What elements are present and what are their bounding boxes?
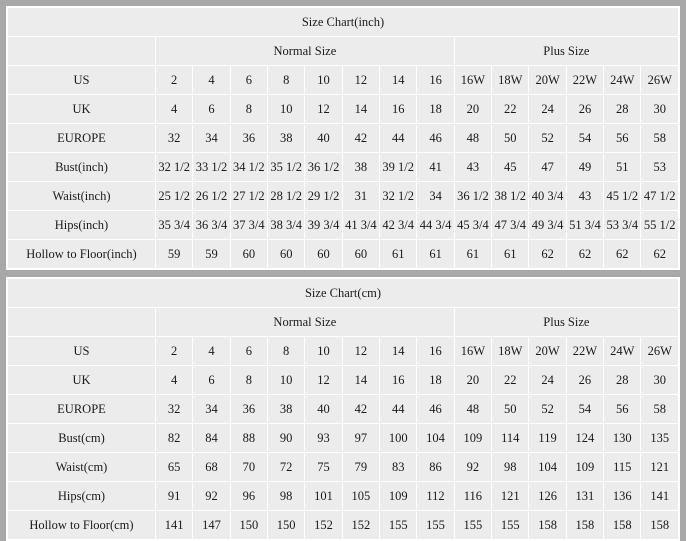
table-cell: 2 [155,66,192,95]
table-cell: 32 1/2 [380,182,417,211]
corner-blank-cell [8,37,156,66]
table-cell: 158 [641,511,679,540]
table-cell: 155 [417,511,454,540]
table-cell: 26 [566,366,603,395]
table-cell: 109 [566,453,603,482]
size-chart-inch [6,6,680,270]
table-cell: 10 [305,337,342,366]
table-cell: 62 [604,240,641,269]
table-row [8,211,679,240]
table-cell: 40 [305,395,342,424]
table-cell: 112 [417,482,454,511]
table-cell: 26W [641,337,679,366]
table-row [8,366,679,395]
table-row [8,337,679,366]
table-cell: 36 1/2 [305,153,342,182]
table-cell: 4 [155,95,192,124]
table-cell: 38 1/2 [492,182,529,211]
table-cell: 33 1/2 [193,153,230,182]
row-label: Waist(inch) [8,182,156,211]
table-cell: 60 [230,240,267,269]
table-row [8,453,679,482]
table-cell: 46 [417,124,454,153]
table-cell: 53 3/4 [604,211,641,240]
table-cell: 100 [380,424,417,453]
table-cell: 98 [268,482,305,511]
table-cell: 22 [492,366,529,395]
table-cell: 109 [454,424,491,453]
table-cell: 34 [193,124,230,153]
table-cell: 8 [268,66,305,95]
table-cell: 152 [342,511,379,540]
table-cell: 84 [193,424,230,453]
table-cell: 68 [193,453,230,482]
table-cell: 58 [641,124,679,153]
chart-title-row [8,279,679,308]
table-cell: 2 [155,337,192,366]
row-label: Bust(cm) [8,424,156,453]
table-cell: 61 [380,240,417,269]
row-label: Hips(cm) [8,482,156,511]
table-cell: 25 1/2 [155,182,192,211]
table-cell: 50 [492,124,529,153]
table-cell: 22W [566,66,603,95]
table-cell: 48 [454,395,491,424]
size-group-row [8,37,679,66]
table-cell: 29 1/2 [305,182,342,211]
table-cell: 155 [492,511,529,540]
table-cell: 18 [417,95,454,124]
table-cell: 26 1/2 [193,182,230,211]
row-label: US [8,66,156,95]
table-cell: 35 3/4 [155,211,192,240]
table-cell: 61 [417,240,454,269]
row-label: Hollow to Floor(cm) [8,511,156,540]
table-cell: 88 [230,424,267,453]
table-cell: 16 [380,366,417,395]
table-cell: 60 [305,240,342,269]
table-cell: 24 [529,366,566,395]
table-cell: 147 [193,511,230,540]
table-cell: 42 [342,395,379,424]
table-cell: 4 [193,337,230,366]
table-cell: 42 [342,124,379,153]
table-cell: 115 [604,453,641,482]
row-label: US [8,337,156,366]
table-cell: 96 [230,482,267,511]
table-cell: 40 [305,124,342,153]
table-cell: 41 3/4 [342,211,379,240]
table-cell: 27 1/2 [230,182,267,211]
table-cell: 155 [454,511,491,540]
table-cell: 86 [417,453,454,482]
table-row [8,511,679,540]
table-cell: 152 [305,511,342,540]
table-cell: 98 [492,453,529,482]
table-cell: 24W [604,337,641,366]
table-cell: 104 [417,424,454,453]
table-cell: 24W [604,66,641,95]
table-cell: 48 [454,124,491,153]
table-cell: 61 [454,240,491,269]
table-cell: 12 [342,66,379,95]
table-cell: 150 [268,511,305,540]
table-cell: 60 [268,240,305,269]
row-label: Hollow to Floor(inch) [8,240,156,269]
table-cell: 12 [305,95,342,124]
table-cell: 36 3/4 [193,211,230,240]
table-cell: 28 [604,95,641,124]
table-cell: 70 [230,453,267,482]
table-cell: 43 [566,182,603,211]
size-group-row [8,308,679,337]
table-cell: 41 [417,153,454,182]
table-cell: 47 3/4 [492,211,529,240]
chart-title: Size Chart(inch) [8,8,679,37]
table-cell: 141 [641,482,679,511]
table-cell: 47 1/2 [641,182,679,211]
table-cell: 83 [380,453,417,482]
table-cell: 92 [193,482,230,511]
table-cell: 109 [380,482,417,511]
table-cell: 28 1/2 [268,182,305,211]
table-cell: 116 [454,482,491,511]
table-cell: 52 [529,124,566,153]
table-cell: 121 [492,482,529,511]
table-cell: 14 [342,95,379,124]
size-chart-cm-body [8,279,679,540]
table-cell: 51 3/4 [566,211,603,240]
table-cell: 8 [268,337,305,366]
table-cell: 26 [566,95,603,124]
table-cell: 56 [604,395,641,424]
size-group-header: Normal Size [155,308,454,337]
table-cell: 104 [529,453,566,482]
table-cell: 28 [604,366,641,395]
table-cell: 36 [230,124,267,153]
table-cell: 105 [342,482,379,511]
row-label: UK [8,95,156,124]
table-cell: 8 [230,366,267,395]
table-cell: 38 [268,124,305,153]
table-cell: 79 [342,453,379,482]
table-cell: 10 [268,366,305,395]
table-cell: 14 [380,66,417,95]
row-label: EUROPE [8,124,156,153]
table-cell: 38 [342,153,379,182]
table-cell: 49 [566,153,603,182]
table-cell: 45 3/4 [454,211,491,240]
table-cell: 50 [492,395,529,424]
table-cell: 119 [529,424,566,453]
table-cell: 12 [305,366,342,395]
table-cell: 141 [155,511,192,540]
table-cell: 4 [193,66,230,95]
table-cell: 150 [230,511,267,540]
table-cell: 44 [380,124,417,153]
table-cell: 158 [604,511,641,540]
row-label: EUROPE [8,395,156,424]
table-cell: 43 [454,153,491,182]
table-cell: 24 [529,95,566,124]
chart-title: Size Chart(cm) [8,279,679,308]
table-cell: 10 [305,66,342,95]
table-cell: 10 [268,95,305,124]
table-cell: 34 [417,182,454,211]
size-group-header: Plus Size [454,308,678,337]
table-cell: 44 [380,395,417,424]
table-cell: 54 [566,395,603,424]
table-cell: 92 [454,453,491,482]
table-cell: 30 [641,366,679,395]
table-cell: 56 [604,124,641,153]
size-chart-cm [6,277,680,541]
table-cell: 20 [454,95,491,124]
table-cell: 18 [417,366,454,395]
table-cell: 62 [566,240,603,269]
row-label: UK [8,366,156,395]
table-row [8,66,679,95]
table-cell: 82 [155,424,192,453]
table-cell: 51 [604,153,641,182]
table-cell: 16 [417,337,454,366]
table-cell: 39 3/4 [305,211,342,240]
table-cell: 20W [529,337,566,366]
table-cell: 38 [268,395,305,424]
table-cell: 34 [193,395,230,424]
table-cell: 36 [230,395,267,424]
table-cell: 55 1/2 [641,211,679,240]
table-row [8,182,679,211]
table-cell: 39 1/2 [380,153,417,182]
table-cell: 126 [529,482,566,511]
table-cell: 131 [566,482,603,511]
row-label: Bust(inch) [8,153,156,182]
table-cell: 37 3/4 [230,211,267,240]
table-cell: 155 [380,511,417,540]
size-chart-inch-table [7,7,679,269]
table-cell: 22 [492,95,529,124]
table-cell: 32 [155,124,192,153]
table-cell: 49 3/4 [529,211,566,240]
table-cell: 61 [492,240,529,269]
table-cell: 114 [492,424,529,453]
table-cell: 97 [342,424,379,453]
table-cell: 30 [641,95,679,124]
table-cell: 58 [641,395,679,424]
table-cell: 6 [193,366,230,395]
table-cell: 72 [268,453,305,482]
table-cell: 14 [342,366,379,395]
table-cell: 124 [566,424,603,453]
table-row [8,395,679,424]
table-cell: 42 3/4 [380,211,417,240]
table-cell: 16 [417,66,454,95]
table-cell: 135 [641,424,679,453]
size-chart-inch-body [8,8,679,269]
table-cell: 32 [155,395,192,424]
table-cell: 59 [155,240,192,269]
table-cell: 16 [380,95,417,124]
chart-title-row [8,8,679,37]
table-cell: 44 3/4 [417,211,454,240]
table-row [8,124,679,153]
table-cell: 101 [305,482,342,511]
table-cell: 6 [230,337,267,366]
table-cell: 31 [342,182,379,211]
size-group-header: Plus Size [454,37,678,66]
table-cell: 52 [529,395,566,424]
table-cell: 158 [566,511,603,540]
table-cell: 26W [641,66,679,95]
table-cell: 38 3/4 [268,211,305,240]
table-row [8,153,679,182]
table-cell: 158 [529,511,566,540]
table-cell: 53 [641,153,679,182]
table-cell: 130 [604,424,641,453]
table-cell: 45 [492,153,529,182]
size-chart-cm-table [7,278,679,540]
table-cell: 47 [529,153,566,182]
table-cell: 90 [268,424,305,453]
table-row [8,424,679,453]
table-row [8,482,679,511]
table-cell: 14 [380,337,417,366]
table-cell: 62 [641,240,679,269]
size-group-header: Normal Size [155,37,454,66]
corner-blank-cell [8,308,156,337]
table-cell: 16W [454,66,491,95]
table-cell: 40 3/4 [529,182,566,211]
table-cell: 45 1/2 [604,182,641,211]
table-cell: 59 [193,240,230,269]
table-cell: 65 [155,453,192,482]
table-cell: 34 1/2 [230,153,267,182]
table-cell: 35 1/2 [268,153,305,182]
table-cell: 16W [454,337,491,366]
table-cell: 20W [529,66,566,95]
table-cell: 8 [230,95,267,124]
row-label: Waist(cm) [8,453,156,482]
table-cell: 22W [566,337,603,366]
table-cell: 6 [193,95,230,124]
table-cell: 12 [342,337,379,366]
table-row [8,95,679,124]
table-cell: 6 [230,66,267,95]
table-cell: 60 [342,240,379,269]
table-cell: 18W [492,337,529,366]
table-cell: 20 [454,366,491,395]
table-cell: 136 [604,482,641,511]
table-cell: 121 [641,453,679,482]
table-cell: 46 [417,395,454,424]
table-cell: 36 1/2 [454,182,491,211]
table-cell: 4 [155,366,192,395]
row-label: Hips(inch) [8,211,156,240]
table-cell: 91 [155,482,192,511]
table-cell: 93 [305,424,342,453]
table-cell: 54 [566,124,603,153]
table-row [8,240,679,269]
table-cell: 75 [305,453,342,482]
table-cell: 32 1/2 [155,153,192,182]
table-cell: 62 [529,240,566,269]
table-cell: 18W [492,66,529,95]
